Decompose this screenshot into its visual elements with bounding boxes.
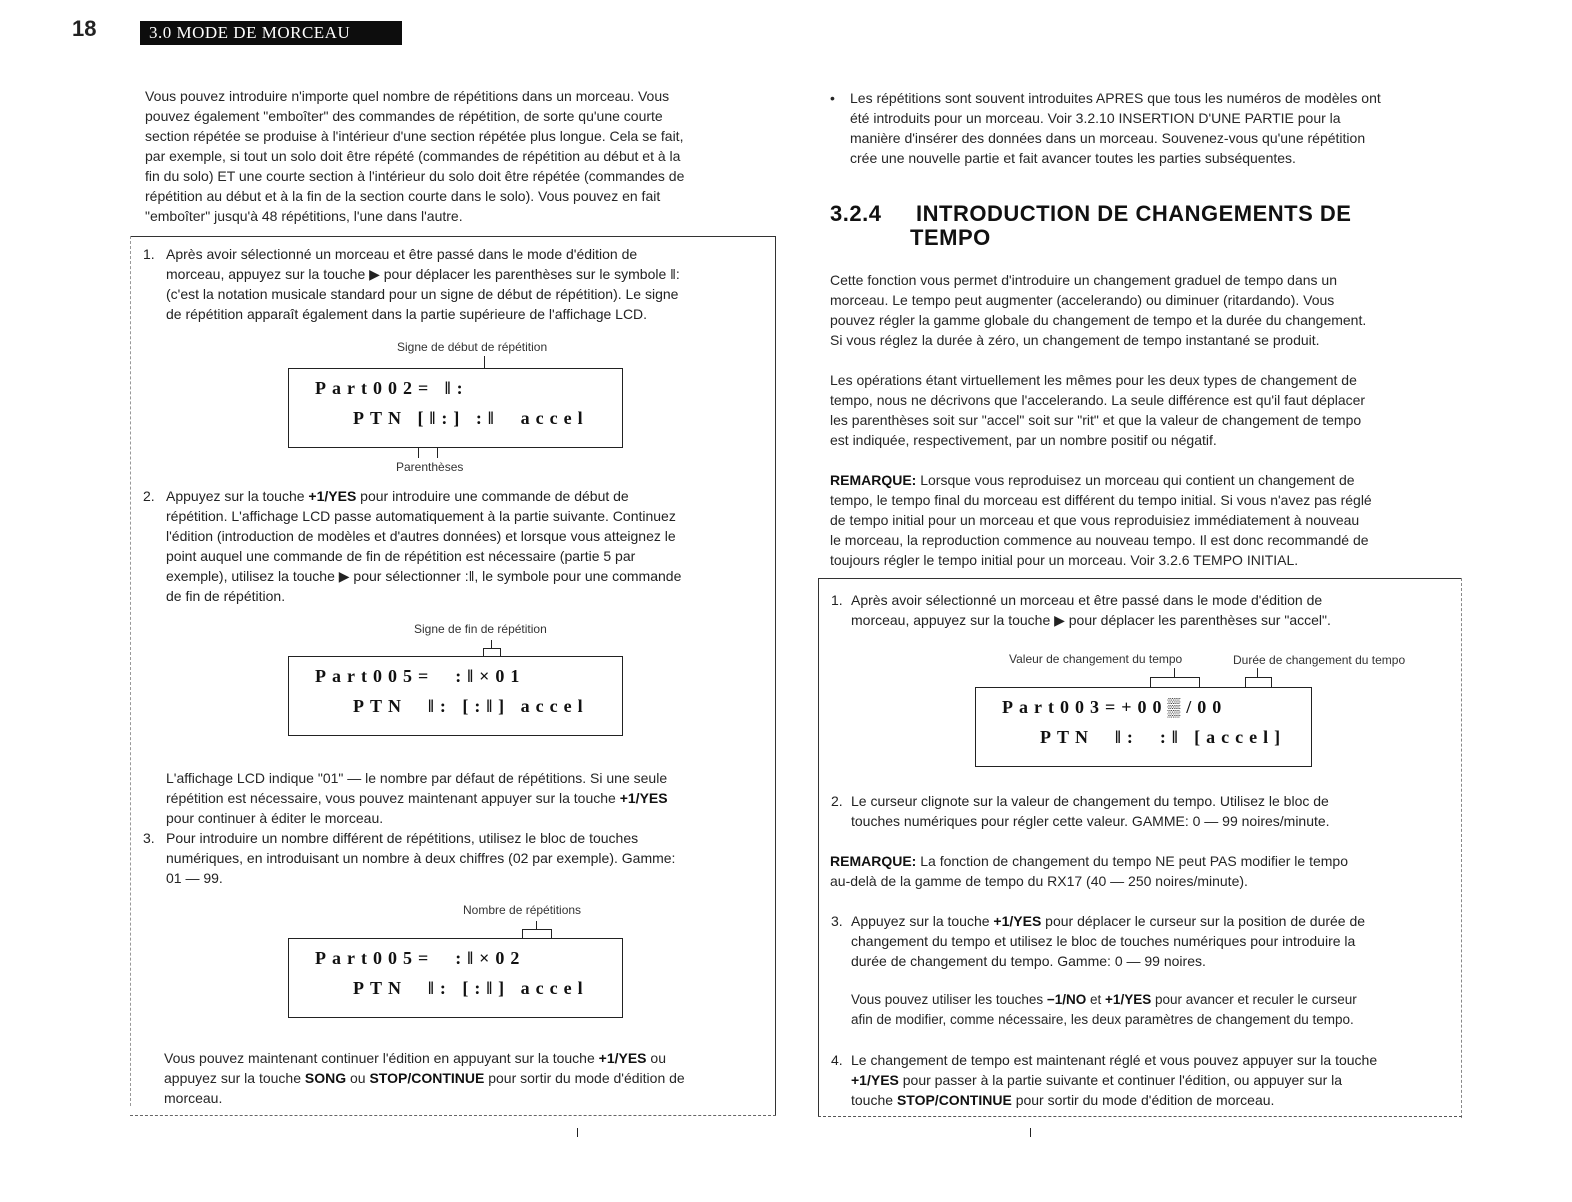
key-label-yes: +1/YES xyxy=(1105,992,1152,1007)
intro-line: répétition au début et à la fin de la section courte dans le solo). Vous pouvez en fait xyxy=(145,188,661,204)
lcd2-caption-top: Signe de fin de répétition xyxy=(414,622,547,636)
text: Appuyez sur la touche xyxy=(166,488,309,504)
lcd2-bracket-stem xyxy=(491,640,492,648)
lcd4-caption-a: Valeur de changement du tempo xyxy=(1009,652,1183,666)
text: ou xyxy=(346,1070,370,1086)
lcd-line-2: PTN ‖: :‖ [accel] xyxy=(1040,727,1287,747)
left-instruction-frame-side xyxy=(130,236,132,1106)
closing-line xyxy=(164,1068,764,1088)
key-label-no: −1/NO xyxy=(1046,992,1087,1007)
left-intro-paragraph xyxy=(145,86,765,226)
lcd3-caption-top: Nombre de répétitions xyxy=(463,903,582,917)
step-line: touches numériques pour régler cette valeur. GAMME: 0 — 99 noires/minute. xyxy=(851,813,1330,829)
remark-line: toujours régler le tempo initial pour un morceau. Voir 3.2.6 TEMPO INITIAL. xyxy=(830,552,1299,568)
note-line: L'affichage LCD indique "01" — le nombre par défaut de répétitions. Si une seule xyxy=(166,770,668,786)
lcd-display-1 xyxy=(288,368,623,448)
step-line: 01 — 99. xyxy=(166,870,223,886)
para-line: les parenthèses soit sur "accel" soit sur "rit" et que la valeur de changement de tempo xyxy=(830,412,1362,428)
text: répétition est nécessaire, vous pouvez maintenant appuyer sur la touche xyxy=(166,790,620,806)
bullet-line: Les répétitions sont souvent introduites APRES que tous les numéros de modèles ont xyxy=(850,90,1381,106)
lcd-line-2: PTN ‖: [:‖] accel xyxy=(353,696,589,716)
step-line: durée de changement du tempo. Gamme: 0 — 99 noires. xyxy=(851,953,1206,969)
lcd-line-1: Part002= ‖: xyxy=(315,378,469,398)
intro-line: pouvez également "emboîter" des commandes de répétition, de sorte qu'une courte xyxy=(145,108,663,124)
key-label-yes: +1/YES xyxy=(598,1050,647,1066)
key-label-stop-continue: STOP/CONTINUE xyxy=(369,1070,485,1086)
text: pour passer à la partie suivante et continuer l'édition, ou appuyer sur la xyxy=(898,1072,1343,1088)
scan-mark-right xyxy=(1030,1128,1031,1137)
step-line: (c'est la notation musicale standard pour un signe de début de répétition). Le signe xyxy=(166,286,679,302)
step-line: Le curseur clignote sur la valeur de changement du tempo. Utilisez le bloc de xyxy=(851,793,1329,809)
para-line: Les opérations étant virtuellement les mêmes pour les deux types de changement de xyxy=(830,372,1357,388)
text: et xyxy=(1086,992,1106,1007)
remark-line: tempo, le tempo final du morceau est différent du tempo initial. Si vous n'avez pas réglé xyxy=(830,492,1372,508)
step-line: Le changement de tempo est maintenant réglé et vous pouvez appuyer sur la touche xyxy=(851,1052,1378,1068)
right-paragraph-2 xyxy=(830,370,1450,450)
heading-line-2: TEMPO xyxy=(910,225,991,250)
remark-line xyxy=(830,470,1455,490)
step-line: morceau, appuyez sur la touche ▶ pour déplacer les parenthèses sur le symbole ‖: xyxy=(166,266,680,282)
para-line: pouvez régler la gamme globale du changement de tempo et la durée du changement. xyxy=(830,312,1367,328)
lcd-line-1: Part005= :‖×02 xyxy=(315,948,526,968)
text: Vous pouvez maintenant continuer l'édition en appuyant sur la touche xyxy=(164,1050,599,1066)
step-number: 2. xyxy=(143,488,155,504)
step-number: 3. xyxy=(143,830,155,846)
remark-line xyxy=(830,851,1450,871)
para-line: tempo, nous ne décrivons que l'accelerando. La seule différence est qu'il faut déplacer xyxy=(830,392,1366,408)
left-step-2 xyxy=(143,486,763,606)
step-line: changement du tempo et utilisez le bloc de touches numériques pour introduire la xyxy=(851,933,1356,949)
para-line: est indiquée, respectivement, par un nombre positif ou négatif. xyxy=(830,432,1217,448)
lcd-display-3 xyxy=(288,938,623,1018)
text: Vous pouvez utiliser les touches xyxy=(851,992,1047,1007)
lcd4-bracket-b xyxy=(1245,677,1272,687)
key-label-song: SONG xyxy=(304,1070,347,1086)
remark-1 xyxy=(830,470,1455,570)
key-label-yes: +1/YES xyxy=(993,913,1042,929)
heading-line-1: INTRODUCTION DE CHANGEMENTS DE xyxy=(916,201,1352,226)
right-instruction-frame-left xyxy=(818,578,819,1116)
right-step-3 xyxy=(831,911,1451,971)
right-instruction-frame-top xyxy=(818,578,1462,579)
note-line: pour continuer à éditer le morceau. xyxy=(166,810,384,826)
right-step-1 xyxy=(831,590,1451,630)
step-line: Après avoir sélectionné un morceau et être passé dans le mode d'édition de xyxy=(851,592,1323,608)
lcd4-bracket-a xyxy=(1150,677,1200,687)
lcd-line-2: PTN [‖:] :‖ accel xyxy=(353,408,589,428)
scan-mark-left xyxy=(577,1128,578,1137)
lcd-note xyxy=(166,768,766,828)
remark-line: le morceau, la reproduction commence au nouveau tempo. Il est donc recommandé de xyxy=(830,532,1369,548)
step-line: numériques, en introduisant un nombre à deux chiffres (02 par exemple). Gamme: xyxy=(166,850,676,866)
intro-line: par exemple, si tout un solo doit être répété (commandes de répétition au début et à la xyxy=(145,148,681,164)
right-step-4 xyxy=(831,1050,1451,1110)
right-step-2 xyxy=(831,791,1451,831)
step-line: de répétition apparaît également dans la partie supérieure de l'affichage LCD. xyxy=(166,306,648,322)
para-line: morceau. Le tempo peut augmenter (accelerando) ou diminuer (ritardando). Vous xyxy=(830,292,1335,308)
step-3-note xyxy=(851,990,1451,1030)
lcd-line-1: Part003=+00▒/00 xyxy=(1002,697,1228,717)
step-line: de fin de répétition. xyxy=(166,588,286,604)
intro-line: section répétée se produise à l'intérieur d'une section répétée plus longue. Cela se fait, xyxy=(145,128,684,144)
page-number: 18 xyxy=(72,16,97,41)
lcd4-bracket-b-stem xyxy=(1257,668,1258,677)
text: touche xyxy=(851,1092,897,1108)
note-line xyxy=(851,990,1451,1010)
bullet-line: été introduits pour un morceau. Voir 3.2.10 INSERTION D'UNE PARTIE pour la xyxy=(850,110,1341,126)
left-step-1 xyxy=(143,244,763,324)
text: pour avancer et reculer le curseur xyxy=(1151,992,1357,1007)
key-label-yes: +1/YES xyxy=(619,790,668,806)
note-line xyxy=(166,788,766,808)
heading-number: 3.2.4 xyxy=(830,201,882,226)
right-paragraph-1 xyxy=(830,270,1450,350)
intro-line: "emboîter" jusqu'à 48 répétitions, l'une dans l'autre. xyxy=(145,208,463,224)
step-line: l'édition (introduction de modèles et d'autres données) et lorsque vous atteignez le xyxy=(166,528,676,544)
step-line: exemple), utilisez la touche ▶ pour sélectionner :‖, le symbole pour une commande xyxy=(166,568,682,584)
step-line: morceau, appuyez sur la touche ▶ pour déplacer les parenthèses sur "accel". xyxy=(851,612,1331,628)
step-number: 1. xyxy=(143,246,155,262)
lcd1-caption-pointer xyxy=(484,356,485,368)
text: ou xyxy=(646,1050,666,1066)
key-label-yes: +1/YES xyxy=(851,1072,899,1088)
section-banner: 3.0 MODE DE MORCEAU xyxy=(140,21,402,45)
remark-2 xyxy=(830,851,1450,891)
right-instruction-frame-right xyxy=(1461,578,1463,1118)
intro-line: fin du solo) ET une courte section à l'intérieur du solo doit être répétée (commandes de xyxy=(145,168,685,184)
step-line xyxy=(166,486,681,506)
left-instruction-frame-bottom xyxy=(130,1115,776,1117)
para-line: Si vous réglez la durée à zéro, un changement de tempo instantané se produit. xyxy=(830,332,1320,348)
step-number: 1. xyxy=(831,592,843,608)
step-line xyxy=(851,1090,1377,1110)
lcd4-bracket-a-stem xyxy=(1174,668,1175,677)
closing-line: morceau. xyxy=(164,1090,223,1106)
left-instruction-frame-right xyxy=(775,236,776,1116)
text: La fonction de changement du tempo NE peut PAS modifier le tempo xyxy=(916,853,1349,869)
text: Appuyez sur la touche xyxy=(851,913,994,929)
step-number: 4. xyxy=(831,1052,843,1068)
text: Lorsque vous reproduisez un morceau qui contient un changement de xyxy=(916,472,1355,488)
bullet-line: crée une nouvelle partie et fait avancer toutes les parties subséquentes. xyxy=(850,150,1296,166)
lcd3-bracket-stem xyxy=(536,921,537,929)
bullet-marker: • xyxy=(830,90,835,106)
step-line: point auquel une commande de fin de répétition est nécessaire (partie 5 par xyxy=(166,548,636,564)
lcd-display-4 xyxy=(975,687,1312,767)
left-step-3 xyxy=(143,828,763,888)
para-line: Cette fonction vous permet d'introduire un changement graduel de tempo dans un xyxy=(830,272,1337,288)
step-line: Après avoir sélectionné un morceau et être passé dans le mode d'édition de xyxy=(166,246,638,262)
lcd1-bracket-right xyxy=(437,448,438,458)
right-instruction-frame-bottom xyxy=(818,1116,1462,1118)
left-closing-paragraph xyxy=(164,1048,764,1108)
text: pour introduire une commande de début de xyxy=(356,488,629,504)
step-number: 3. xyxy=(831,913,843,929)
lcd-line-1: Part005= :‖×01 xyxy=(315,666,526,686)
remark-line: au-delà de la gamme de tempo du RX17 (40 — 250 noires/minute). xyxy=(830,873,1248,889)
left-instruction-frame-top xyxy=(130,236,776,237)
note-line: afin de modifier, comme nécessaire, les deux paramètres de changement du tempo. xyxy=(851,1012,1354,1027)
text: pour sortir du mode d'édition de xyxy=(484,1070,685,1086)
text: pour sortir du mode d'édition de morceau. xyxy=(1011,1092,1275,1108)
lcd1-caption-bottom: Parenthèses xyxy=(396,460,464,474)
remark-line: de tempo initial pour un morceau et que vous reproduisiez immédiatement à nouveau xyxy=(830,512,1360,528)
text: appuyez sur la touche xyxy=(164,1070,305,1086)
remark-label: REMARQUE: xyxy=(830,853,917,869)
step-line xyxy=(851,1070,1377,1090)
key-label-yes: +1/YES xyxy=(308,488,357,504)
lcd-line-2: PTN ‖: [:‖] accel xyxy=(353,978,589,998)
lcd1-bracket-left xyxy=(418,448,419,458)
step-number: 2. xyxy=(831,793,843,809)
key-label-stop-continue: STOP/CONTINUE xyxy=(896,1092,1012,1108)
step-line: répétition. L'affichage LCD passe automatiquement à la partie suivante. Continuez xyxy=(166,508,676,524)
bullet-line: manière d'insérer des données dans un morceau. Souvenez-vous qu'une répétition xyxy=(850,130,1366,146)
intro-line: Vous pouvez introduire n'importe quel nombre de répétitions dans un morceau. Vous xyxy=(145,88,670,104)
remark-label: REMARQUE: xyxy=(830,472,917,488)
step-line: Pour introduire un nombre différent de répétitions, utilisez le bloc de touches xyxy=(166,830,639,846)
lcd3-bracket xyxy=(522,929,552,938)
step-line xyxy=(851,911,1365,931)
text: pour déplacer le curseur sur la position de durée de xyxy=(1041,913,1366,929)
lcd-display-2 xyxy=(288,656,623,736)
closing-line xyxy=(164,1048,764,1068)
lcd4-caption-b: Durée de changement du tempo xyxy=(1233,653,1406,667)
lcd1-caption-top: Signe de début de répétition xyxy=(397,340,548,354)
